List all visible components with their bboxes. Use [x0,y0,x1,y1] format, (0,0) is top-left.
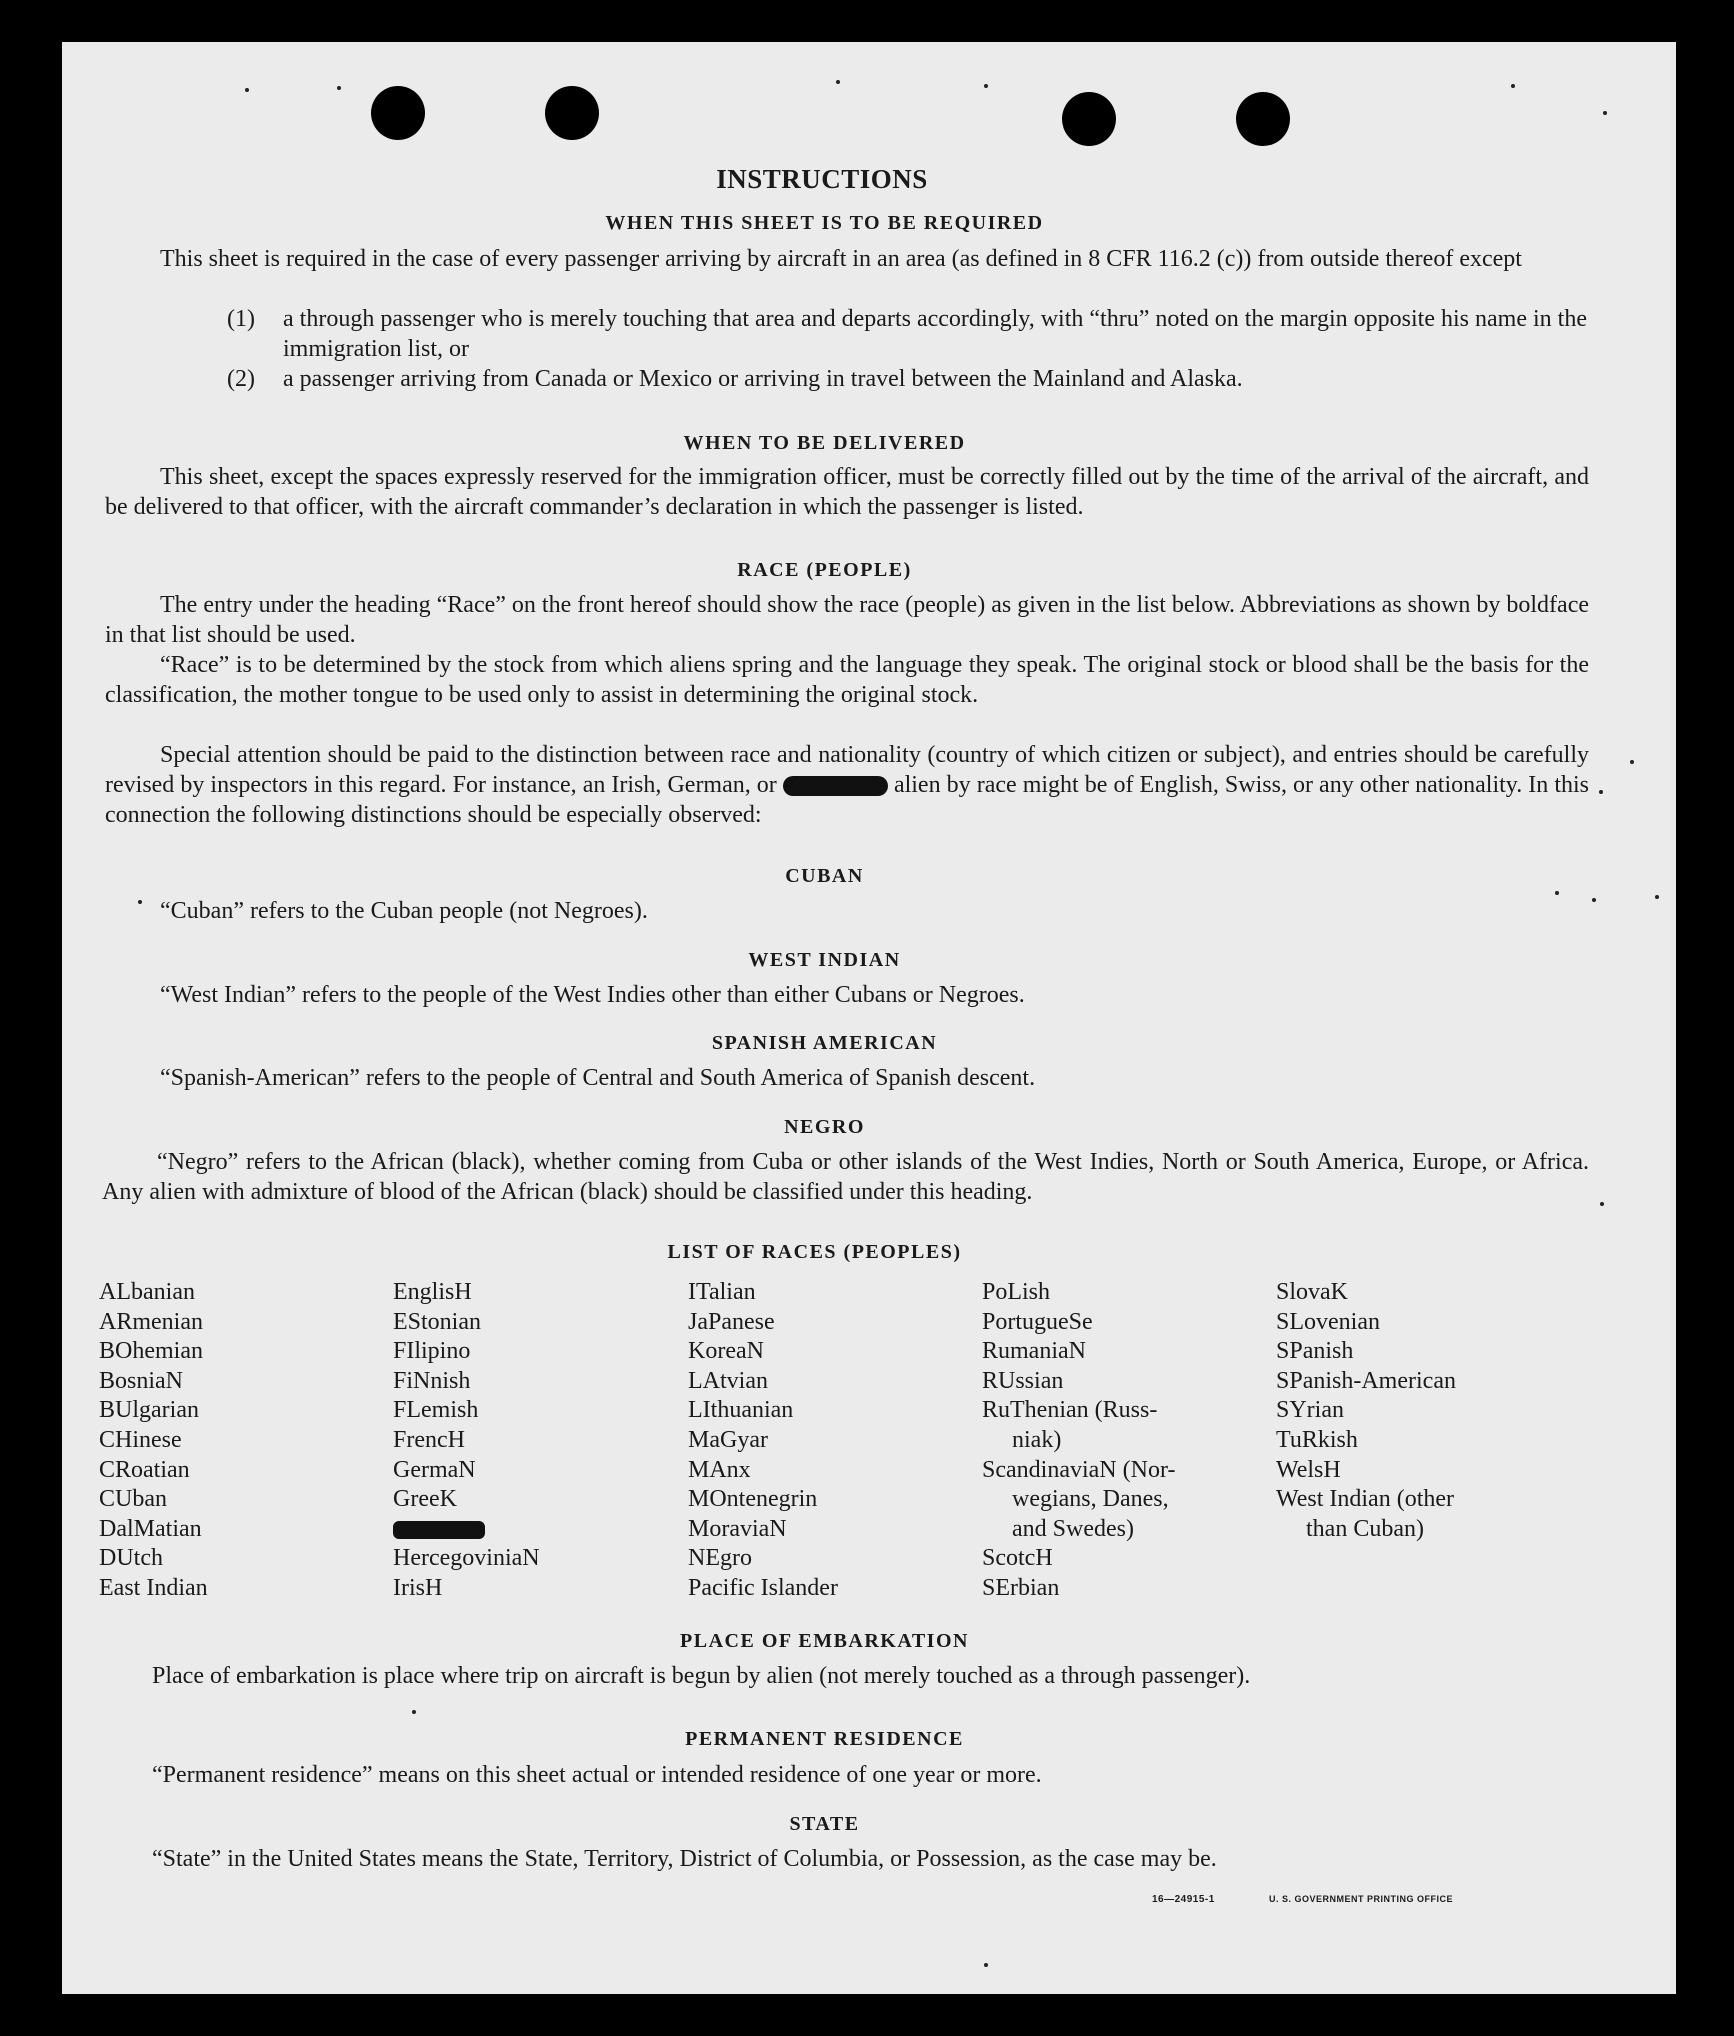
race-item: WelsH [1276,1456,1341,1483]
race-paragraph-3a-text: Special attention should be paid to the distinction between race and nationality (country of which citizen or subject), and entries should be carefully revised by inspectors in this regard. For instance, an Irish, German, or [105,742,1589,798]
speck [1555,891,1559,895]
race-column-1 [99,1278,208,1604]
race-item: ITalian [688,1279,756,1305]
residence-text [97,1760,1587,1790]
spanish-american-text [105,1063,1589,1093]
speck [245,88,249,92]
race-item: ALbanian [99,1279,195,1305]
race-column-5 [1276,1278,1456,1544]
speck [1600,1202,1604,1206]
race-item: BOhemian [99,1338,203,1365]
race-paragraph-2 [105,650,1589,710]
punch-hole [545,86,599,140]
race-item: IrisH [393,1574,443,1601]
state-text-body: “State” in the United States means the State, Territory, District of Columbia, or Possession, as the case may be. [152,1846,1217,1872]
race-item: SYrian [1276,1397,1344,1424]
speck [1655,895,1659,899]
race-item-continued: than Cuban) [1306,1515,1424,1542]
exception-item-1-text: a through passenger who is merely touching that area and departs accordingly, with “thru” noted on the margin opposite his name in the immigration list, or [283,306,1587,362]
exception-item-1 [227,304,1587,364]
race-item: RumaniaN [982,1338,1086,1365]
race-item: SlovaK [1276,1279,1348,1305]
punch-hole [1236,92,1290,146]
race-item: SLovenian [1276,1308,1380,1335]
residence-text-body: “Permanent residence” means on this sheet actual or intended residence of one year or more. [152,1762,1042,1788]
speck [412,1710,416,1714]
west-indian-text [105,980,1589,1010]
race-item: ARmenian [99,1308,203,1335]
race-item: FrencH [393,1426,465,1453]
exception-item-2 [227,364,1587,424]
race-item: MOntenegrin [688,1486,818,1513]
speck [836,80,840,84]
form-number: 16—24915-1 [1152,1894,1215,1905]
race-item: FIlipino [393,1338,471,1365]
exception-item-2-number: (2) [227,366,255,392]
race-item: BosniaN [99,1367,183,1394]
negro-text-body: “Negro” refers to the African (black), whether coming from Cuba or other islands of the West Indies, North or South America, Europe, or Africa. Any alien with admixture of blood of the African (black) should be classified under this heading. [102,1149,1589,1205]
race-paragraph-1 [105,590,1589,650]
race-item: RuThenian (Russ- [982,1397,1158,1424]
speck [1603,111,1607,115]
race-item: DalMatian [99,1515,202,1542]
race-item-continued: and Swedes) [1012,1515,1134,1542]
redaction-mark [783,776,888,796]
race-item: EnglisH [393,1279,472,1305]
heading-when-delivered: WHEN TO BE DELIVERED [683,432,966,454]
page-title: INSTRUCTIONS [716,164,928,194]
race-item: ScotcH [982,1545,1053,1572]
race-paragraph-2-text: “Race” is to be determined by the stock from which aliens spring and the language they speak. The original stock or blood shall be the basis for the classification, the mother tongue to be used only to assist in determining the original stock. [105,652,1589,708]
exception-item-2-text: a passenger arriving from Canada or Mexico or arriving in travel between the Mainland and Alaska. [283,366,1243,392]
race-item: RUssian [982,1367,1064,1394]
race-item: PoLish [982,1279,1051,1305]
race-paragraph-1-text: The entry under the heading “Race” on the front hereof should show the race (people) as given in the list below. Abbreviations as shown by boldface in that list should be used. [105,592,1589,648]
race-item: EStonian [393,1308,481,1335]
speck [1592,898,1596,902]
race-item: SPanish [1276,1338,1354,1365]
speck [984,1963,988,1967]
required-intro-text: This sheet is required in the case of every passenger arriving by aircraft in an area (as defined in 8 CFR 116.2 (c)) from outside thereof except [160,246,1522,272]
heading-when-required: WHEN THIS SHEET IS TO BE REQUIRED [605,212,1044,234]
race-paragraph-3 [105,740,1589,830]
spanish-american-text-body: “Spanish-American” refers to the people of Central and South America of Spanish descent. [160,1065,1036,1091]
punch-hole [1062,92,1116,146]
race-item: SErbian [982,1574,1060,1601]
exception-item-1-number: (1) [227,306,255,332]
race-item: NEgro [688,1545,752,1572]
heading-list-of-races: LIST OF RACES (PEOPLES) [667,1241,962,1263]
negro-text [102,1147,1589,1207]
heading-spanish-american: SPANISH AMERICAN [711,1032,938,1054]
west-indian-text-body: “West Indian” refers to the people of the West Indies other than either Cubans or Negroes. [160,982,1025,1008]
race-item: West Indian (other [1276,1486,1455,1513]
race-item-continued: wegians, Danes, [1012,1486,1169,1513]
race-column-2 [393,1278,540,1604]
race-column-3 [688,1278,838,1604]
race-item: JaPanese [688,1308,775,1335]
race-column-4 [982,1278,1175,1604]
punch-hole [371,86,425,140]
race-item: TuRkish [1276,1426,1358,1453]
heading-place-of-embarkation: PLACE OF EMBARKATION [680,1630,969,1652]
race-item: HercegoviniaN [393,1545,540,1572]
race-item: East Indian [99,1574,208,1601]
race-item: FiNnish [393,1367,471,1394]
speck [1599,790,1603,794]
race-item-continued: niak) [1012,1426,1062,1453]
speck [984,84,988,88]
printing-office: U. S. GOVERNMENT PRINTING OFFICE [1269,1894,1454,1904]
required-intro [105,244,1589,274]
race-item: GreeK [393,1486,457,1513]
delivered-text-body: This sheet, except the spaces expressly reserved for the immigration officer, must be correctly filled out by the time of the arrival of the aircraft, and be delivered to that officer, with the aircraft commander’s declaration in which the passenger is listed. [105,464,1589,520]
race-item: MoraviaN [688,1515,787,1542]
cuban-text [105,896,1589,926]
heading-west-indian: WEST INDIAN [748,949,901,971]
cuban-text-body: “Cuban” refers to the Cuban people (not Negroes). [160,898,648,924]
delivered-text [105,462,1589,522]
race-item: CHinese [99,1426,182,1453]
race-item: Pacific Islander [688,1574,838,1601]
race-paragraph-3b-text: alien by race might be of English, Swiss, or any other nationality. In this connection the following distinctions should be especially observed: [105,772,1590,828]
heading-race: RACE (PEOPLE) [737,559,912,581]
race-item: BUlgarian [99,1397,199,1424]
race-item: ScandinaviaN (Nor- [982,1456,1176,1483]
heading-state: STATE [789,1813,860,1835]
heading-negro: NEGRO [784,1116,865,1138]
race-item: LIthuanian [688,1397,794,1424]
redaction-mark [393,1521,485,1539]
race-item: SPanish-American [1276,1367,1456,1394]
race-item: PortugueSe [982,1308,1093,1335]
speck [337,86,341,90]
embarkation-text [97,1661,1587,1691]
race-item: GermaN [393,1456,476,1483]
embarkation-text-body: Place of embarkation is place where trip on aircraft is begun by alien (not merely touched as a through passenger). [152,1663,1251,1689]
race-item: MaGyar [688,1426,768,1453]
race-item: CRoatian [99,1456,190,1483]
race-item-redacted [393,1515,540,1545]
race-item: FLemish [393,1397,479,1424]
race-item: LAtvian [688,1367,768,1394]
heading-cuban: CUBAN [785,865,864,887]
speck [1630,760,1634,764]
race-item: KoreaN [688,1338,764,1365]
speck [1511,84,1515,88]
state-text [97,1844,1587,1874]
race-item: MAnx [688,1456,751,1483]
heading-permanent-residence: PERMANENT RESIDENCE [685,1728,964,1750]
race-item: CUban [99,1486,167,1513]
race-item: DUtch [99,1545,163,1572]
document-page [62,42,1676,1994]
